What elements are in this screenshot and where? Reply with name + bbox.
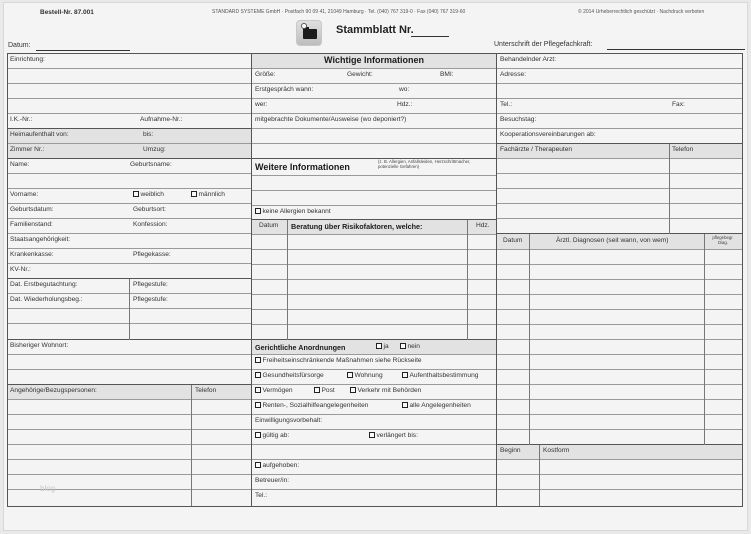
dokumente-label: mitgebrachte Dokumente/Ausweise (wo deponiert?) <box>255 116 407 123</box>
diagnose-row[interactable] <box>497 385 742 400</box>
ik-label: I.K.-Nr.: <box>10 116 33 123</box>
beratung-row[interactable] <box>252 295 496 310</box>
company-info: STANDARD SYSTEME GmbH · Postfach 90 09 41, 21049 Hamburg · Tel. (040) 767 319-0 · Fax (040) 767 319-60 <box>212 9 466 15</box>
tel-row[interactable] <box>252 490 496 505</box>
diagnose-row[interactable] <box>497 265 742 280</box>
checkbox-icon <box>402 372 408 378</box>
wo-label: wo: <box>399 86 410 93</box>
heimaufenthalt-row[interactable] <box>8 129 251 144</box>
left-column <box>7 53 252 507</box>
diagnose-row[interactable] <box>497 415 742 430</box>
gesundheit-checkbox[interactable] <box>255 372 324 379</box>
einrichtung-label: Einrichtung: <box>10 56 45 63</box>
wohnort-row[interactable] <box>8 340 251 355</box>
betreuer-label: Betreuer/in: <box>255 477 290 484</box>
renten-checkbox[interactable] <box>255 402 368 409</box>
checkbox-icon <box>255 208 261 214</box>
blank-row[interactable] <box>252 176 496 191</box>
betreuer-row[interactable] <box>252 475 496 490</box>
gueltig-label: gültig ab: <box>262 432 290 439</box>
kv-row[interactable] <box>8 264 251 279</box>
diagnose-row[interactable] <box>497 325 742 340</box>
divider <box>539 445 540 506</box>
gueltig-row <box>252 430 496 445</box>
fachaerzte-row[interactable] <box>497 189 742 204</box>
contact-row[interactable] <box>8 400 251 415</box>
beratung-header <box>252 220 496 235</box>
checkbox-icon <box>314 387 320 393</box>
weitere-note: (z. B. Allergien, Anfallsleiden, Herzschrittmacher, potenzielle Gefahren) <box>378 159 471 169</box>
keine-allergien-label: keine Allergien bekannt <box>262 208 331 215</box>
datum-col-header: Datum <box>503 237 523 244</box>
divider <box>287 220 288 340</box>
bis-label: bis: <box>143 131 154 138</box>
keine-allergien-checkbox[interactable] <box>255 208 331 215</box>
telefon-label: Telefon <box>672 146 694 153</box>
diagnose-row[interactable] <box>497 280 742 295</box>
erstgespraech-row[interactable] <box>252 84 496 99</box>
divider <box>129 279 130 340</box>
wiederholung-label: Dat. Wiederholungsbeg.: <box>10 296 83 303</box>
geburtsdatum-row[interactable] <box>8 204 251 219</box>
blank-row[interactable] <box>8 174 251 189</box>
fachaerzte-label: Fachärzte / Therapeuten <box>500 146 573 153</box>
fachaerzte-row[interactable] <box>497 174 742 189</box>
weiblich-label: weiblich <box>140 191 164 198</box>
diagnose-row[interactable] <box>497 430 742 445</box>
checkbox-icon <box>133 191 139 197</box>
pflegekasse-label: Pflegekasse: <box>133 251 171 258</box>
order-number: Bestell-Nr. 87.001 <box>40 9 94 16</box>
wohnung-checkbox[interactable] <box>347 372 383 379</box>
krankenkasse-label: Krankenkasse: <box>10 251 54 258</box>
vermoegen-checkbox[interactable] <box>255 387 293 394</box>
adresse-row[interactable] <box>497 69 742 84</box>
name-label: Name: <box>10 161 30 168</box>
diagnose-row[interactable] <box>497 355 742 370</box>
beratung-row[interactable] <box>252 265 496 280</box>
diagnose-row[interactable] <box>497 295 742 310</box>
kostform-header <box>497 445 742 460</box>
folder-gear-icon <box>296 20 322 46</box>
bmi-label: BMI: <box>440 71 454 78</box>
kostform-row[interactable] <box>497 460 742 475</box>
checkbox-icon <box>350 387 356 393</box>
blank-row[interactable] <box>252 445 496 460</box>
vorname-label: Vorname: <box>10 191 39 198</box>
checkbox-icon <box>255 357 261 363</box>
vorname-row[interactable] <box>8 189 251 204</box>
datum-col-header: Datum <box>259 222 279 229</box>
divider <box>191 385 192 506</box>
signature-field[interactable] <box>607 49 745 50</box>
beratung-row[interactable] <box>252 280 496 295</box>
blank-row[interactable] <box>8 370 251 385</box>
divider <box>669 144 670 234</box>
tel-fax-row[interactable] <box>497 99 742 114</box>
checkbox-icon <box>402 402 408 408</box>
blank-row[interactable] <box>497 84 742 99</box>
einwilligung-label: Einwilligungsvorbehalt: <box>255 417 323 424</box>
wohnort-label: Bisheriger Wohnort: <box>10 342 69 349</box>
blank-row[interactable] <box>252 129 496 144</box>
aufenthalt-label: Aufenthaltsbestimmung <box>409 372 479 379</box>
staatsangehoerigkeit-label: Staatsangehörigkeit: <box>10 236 71 243</box>
fachaerzte-row[interactable] <box>497 159 742 174</box>
beratung-row[interactable] <box>252 235 496 250</box>
hdz-col-header: Hdz. <box>476 222 490 229</box>
beratung-row[interactable] <box>252 310 496 325</box>
kostform-row[interactable] <box>497 475 742 490</box>
checkbox-icon <box>376 343 382 349</box>
angehoerige-header <box>8 385 251 400</box>
divider <box>467 220 468 340</box>
vermoegen-label: Vermögen <box>262 387 293 394</box>
diagnose-row[interactable] <box>497 400 742 415</box>
diagnosen-header <box>497 234 742 250</box>
besuchstag-label: Besuchstag: <box>500 116 537 123</box>
name-row[interactable] <box>8 159 251 174</box>
geburtsdatum-label: Geburtsdatum: <box>10 206 54 213</box>
diagnosen-col-header: Ärztl. Diagnosen (seit wann, von wem) <box>556 237 669 244</box>
weitere-title: Weitere Informationen <box>255 162 350 172</box>
telefon-label: Telefon <box>195 387 217 394</box>
freiheit-label: Freiheitseinschränkende Maßnahmen siehe Rückseite <box>262 357 422 364</box>
wer-row[interactable] <box>252 99 496 114</box>
date-field[interactable] <box>36 50 130 51</box>
hdz-label: Hdz.: <box>397 101 413 108</box>
beratung-col-header: Beratung über Risikofaktoren, welche: <box>291 221 423 231</box>
title-number-field[interactable] <box>411 36 449 37</box>
post-checkbox[interactable] <box>314 387 335 394</box>
verlaengert-checkbox[interactable] <box>369 432 418 439</box>
wohnung-label: Wohnung <box>354 372 383 379</box>
pflege-col-header: pflegebegr. Diag. <box>712 235 734 245</box>
checkbox-icon <box>347 372 353 378</box>
ik-row[interactable] <box>8 114 251 129</box>
kostform-row[interactable] <box>497 490 742 505</box>
zimmer-label: Zimmer Nr.: <box>10 146 45 153</box>
dokumente-row[interactable] <box>252 114 496 129</box>
erstbegutachtung-label: Dat. Erstbegutachtung: <box>10 281 78 288</box>
contact-row[interactable] <box>8 445 251 460</box>
maennlich-checkbox[interactable] <box>191 191 225 198</box>
heimaufenthalt-label: Heimaufenthalt von: <box>10 131 69 138</box>
kv-label: KV-Nr.: <box>10 266 31 273</box>
contact-row[interactable] <box>8 415 251 430</box>
gesundheit-label: Gesundheitsfürsorge <box>262 372 324 379</box>
beratung-row[interactable] <box>252 325 496 340</box>
kostform-col-header: Kostform <box>543 447 570 454</box>
blank-row[interactable] <box>8 355 251 370</box>
checkbox-icon <box>400 343 406 349</box>
fachaerzte-header <box>497 144 742 159</box>
allergien-row[interactable] <box>252 206 496 220</box>
adresse-label: Adresse: <box>500 71 527 78</box>
checkbox-icon <box>255 372 261 378</box>
renten-row <box>252 400 496 415</box>
date-label: Datum: <box>8 42 31 49</box>
middle-column <box>251 53 497 507</box>
checkbox-icon <box>255 387 261 393</box>
freiheit-row <box>252 355 496 370</box>
fax-label: Fax: <box>672 101 685 108</box>
gericht-header <box>252 340 496 355</box>
gewicht-label: Gewicht: <box>347 71 373 78</box>
alle-checkbox[interactable] <box>402 402 471 409</box>
diagnose-row[interactable] <box>497 370 742 385</box>
aufgehoben-checkbox[interactable] <box>255 462 299 469</box>
beginn-col-header: Beginn <box>500 447 521 454</box>
tel-label: Tel.: <box>255 492 268 499</box>
contact-row[interactable] <box>8 430 251 445</box>
wichtige-title: Wichtige Informationen <box>324 55 424 65</box>
checkbox-icon <box>255 402 261 408</box>
contact-row[interactable] <box>8 460 251 475</box>
angehoerige-label: Angehörige/Bezugspersonen: <box>10 387 97 394</box>
blank-row[interactable] <box>8 99 251 114</box>
aufgehoben-row <box>252 460 496 475</box>
checkbox-icon <box>255 462 261 468</box>
einrichtung-row[interactable] <box>8 54 251 69</box>
right-column <box>496 53 743 507</box>
gericht-title: Gerichtliche Anordnungen <box>255 343 346 352</box>
behoerden-label: Verkehr mit Behörden <box>357 387 422 394</box>
ja-label: ja <box>383 343 389 350</box>
kooperation-label: Kooperationsvereinbarungen ab: <box>500 131 596 138</box>
divider <box>704 234 705 445</box>
diagnose-row[interactable] <box>497 250 742 265</box>
behoerden-checkbox[interactable] <box>350 387 421 394</box>
gesundheit-row <box>252 370 496 385</box>
fachaerzte-row[interactable] <box>497 204 742 219</box>
page-title: Stammblatt Nr. <box>336 24 414 36</box>
pflegestufe-label: Pflegestufe: <box>133 281 168 288</box>
wer-label: wer: <box>255 101 268 108</box>
diagnose-row[interactable] <box>497 310 742 325</box>
checkbox-icon <box>255 432 261 438</box>
alle-label: alle Angelegenheiten <box>409 402 471 409</box>
weiblich-checkbox[interactable] <box>133 191 164 198</box>
staatsangehoerigkeit-row[interactable] <box>8 234 251 249</box>
diagnose-row[interactable] <box>497 340 742 355</box>
krankenkasse-row[interactable] <box>8 249 251 264</box>
aufgehoben-label: aufgehoben: <box>262 462 300 469</box>
maennlich-label: männlich <box>198 191 225 198</box>
nein-label: nein <box>407 343 420 350</box>
familienstand-label: Familienstand: <box>10 221 53 228</box>
signature-label: Unterschrift der Pflegefachkraft: <box>494 41 593 48</box>
arzt-row[interactable] <box>497 54 742 69</box>
checkbox-icon <box>191 191 197 197</box>
wichtige-header <box>252 54 496 69</box>
kooperation-row[interactable] <box>497 129 742 144</box>
familienstand-row[interactable] <box>8 219 251 234</box>
konfession-label: Konfession: <box>133 221 168 228</box>
geburtsort-label: Geburtsort: <box>133 206 166 213</box>
blank-row[interactable] <box>252 191 496 206</box>
fachaerzte-row[interactable] <box>497 219 742 234</box>
gueltig-checkbox[interactable] <box>255 432 289 439</box>
blank-row[interactable] <box>252 144 496 159</box>
renten-label: Renten-, Sozialhilfeangelegenheiten <box>262 402 369 409</box>
watermark: blog <box>40 484 56 493</box>
groesse-row[interactable] <box>252 69 496 84</box>
beratung-row[interactable] <box>252 250 496 265</box>
blank-row[interactable] <box>8 69 251 84</box>
umzug-label: Umzug: <box>143 146 166 153</box>
vermoegen-row <box>252 385 496 400</box>
freiheit-checkbox[interactable] <box>255 357 422 364</box>
erstgespraech-label: Erstgespräch wann: <box>255 86 314 93</box>
post-label: Post <box>321 387 335 394</box>
einwilligung-row[interactable] <box>252 415 496 430</box>
ja-checkbox[interactable] <box>376 343 389 350</box>
zimmer-row[interactable] <box>8 144 251 159</box>
verlaengert-label: verlängert bis: <box>376 432 418 439</box>
nein-checkbox[interactable] <box>400 343 420 350</box>
aufnahme-label: Aufnahme-Nr.: <box>140 116 183 123</box>
tel-label: Tel.: <box>500 101 513 108</box>
checkbox-icon <box>369 432 375 438</box>
besuchstag-row[interactable] <box>497 114 742 129</box>
groesse-label: Größe: <box>255 71 276 78</box>
divider <box>529 234 530 445</box>
pflegestufe-label: Pflegestufe: <box>133 296 168 303</box>
copyright: © 2014 Urheberrechtlich geschützt · Nachdruck verboten <box>578 9 705 15</box>
blank-row[interactable] <box>8 84 251 99</box>
weitere-header <box>252 159 496 176</box>
geburtsname-label: Geburtsname: <box>130 161 172 168</box>
arzt-label: Behandelnder Arzt: <box>500 56 557 63</box>
aufenthalt-checkbox[interactable] <box>402 372 478 379</box>
